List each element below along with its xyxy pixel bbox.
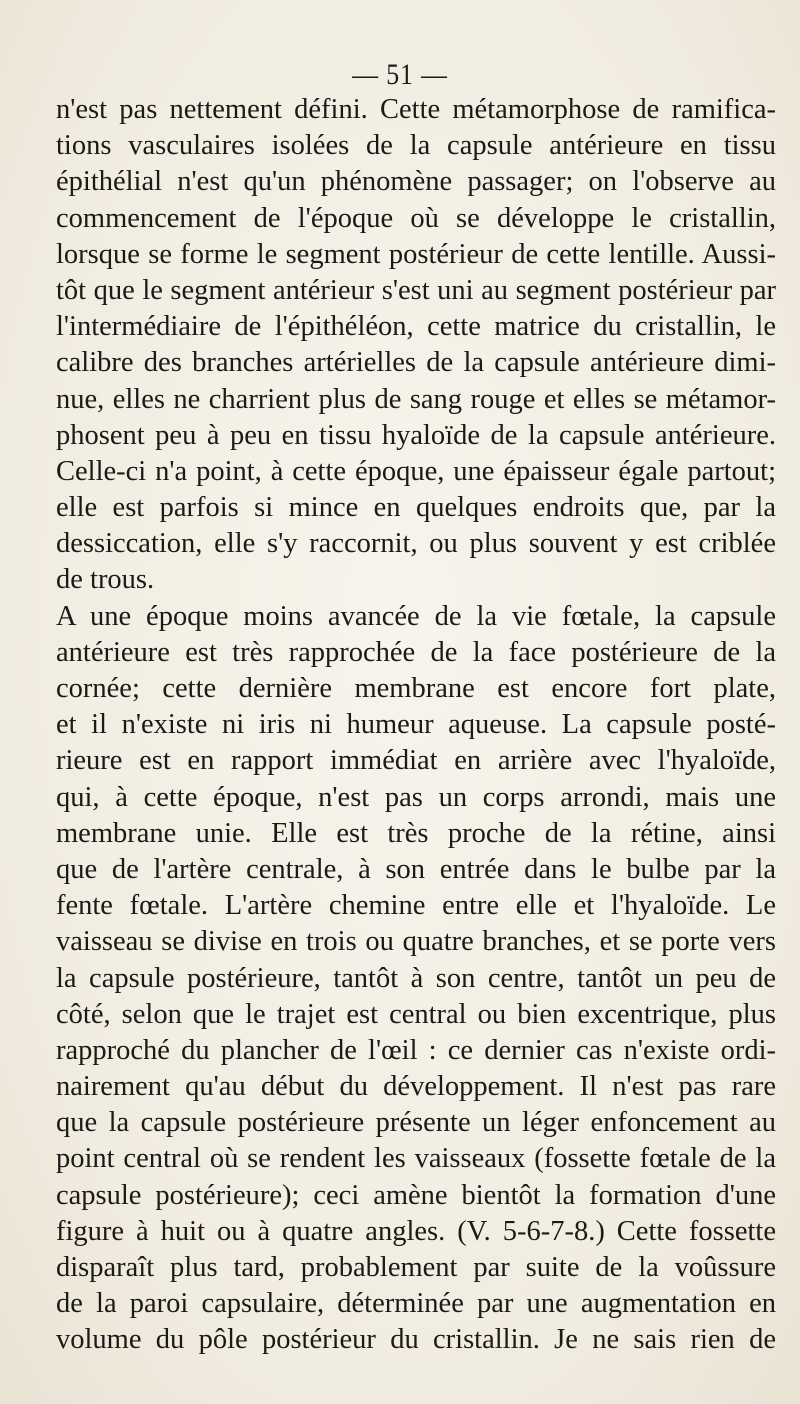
text-line: point central où se rendent les vaisseaux (fossette fœtale de la [56,1143,776,1175]
page-number: — 51 — [352,58,448,91]
text-line: la capsule postérieure, tantôt à son centre, tantôt un peu de [56,962,776,994]
text-line: de trous. [56,564,155,596]
text-line: tôt que le segment antérieur s'est uni au segment postérieur par [56,274,776,306]
text-line: antérieure est très rapprochée de la face postérieure de la [56,636,776,668]
text-line: lorsque se forme le segment postérieur de cette lentille. Aussi- [56,238,776,270]
text-line: dessiccation, elle s'y raccornit, ou plus souvent y est criblée [56,528,776,560]
text-line: Celle-ci n'a point, à cette époque, une épaisseur égale partout; [56,455,776,487]
text-line: côté, selon que le trajet est central ou bien excentrique, plus [56,998,776,1030]
text-line: commencement de l'époque où se développe le cristallin, [56,202,776,234]
text-line: calibre des branches artérielles de la capsule antérieure dimi- [56,347,776,379]
text-line: épithélial n'est qu'un phénomène passager; on l'observe au [56,166,776,198]
text-line: tions vasculaires isolées de la capsule antérieure en tissu [56,130,776,162]
text-line: que la capsule postérieure présente un léger enfoncement au [56,1107,776,1139]
text-line: et il n'existe ni iris ni humeur aqueuse. La capsule posté- [56,709,776,741]
text-line: vaisseau se divise en trois ou quatre branches, et se porte vers [56,926,776,958]
text-line: rieure est en rapport immédiat en arrière avec l'hyaloïde, [56,745,776,777]
body-text [56,92,776,1359]
text-line: A une époque moins avancée de la vie fœtale, la capsule [56,600,776,632]
text-line: volume du pôle postérieur du cristallin. Je ne sais rien de [56,1324,776,1356]
text-line: elle est parfois si mince en quelques endroits que, par la [56,492,776,524]
text-line: nairement qu'au début du développement. Il n'est pas rare [56,1071,776,1103]
text-line: phosent peu à peu en tissu hyaloïde de la capsule antérieure. [56,419,776,451]
text-line: disparaît plus tard, probablement par suite de la voûssure [56,1252,776,1283]
text-line: cornée; cette dernière membrane est encore fort plate, [56,673,776,704]
text-line: figure à huit ou à quatre angles. (V. 5-6-7-8.) Cette fossette [56,1215,776,1247]
text-line: que de l'artère centrale, à son entrée dans le bulbe par la [56,853,776,885]
text-line: rapproché du plancher de l'œil : ce dernier cas n'existe ordi- [56,1034,776,1066]
text-line: l'intermédiaire de l'épithéléon, cette matrice du cristallin, le [56,311,776,343]
text-line: membrane unie. Elle est très proche de la rétine, ainsi [56,817,776,849]
text-line: n'est pas nettement défini. Cette métamorphose de ramifica- [56,94,776,125]
text-line: de la paroi capsulaire, déterminée par une augmentation en [56,1288,776,1320]
text-line: fente fœtale. L'artère chemine entre elle et l'hyaloïde. Le [56,890,776,922]
text-line: capsule postérieure); ceci amène bientôt la formation d'une [56,1179,776,1211]
text-line: qui, à cette époque, n'est pas un corps arrondi, mais une [56,781,776,813]
text-line: nue, elles ne charrient plus de sang rouge et elles se métamor- [56,383,776,415]
